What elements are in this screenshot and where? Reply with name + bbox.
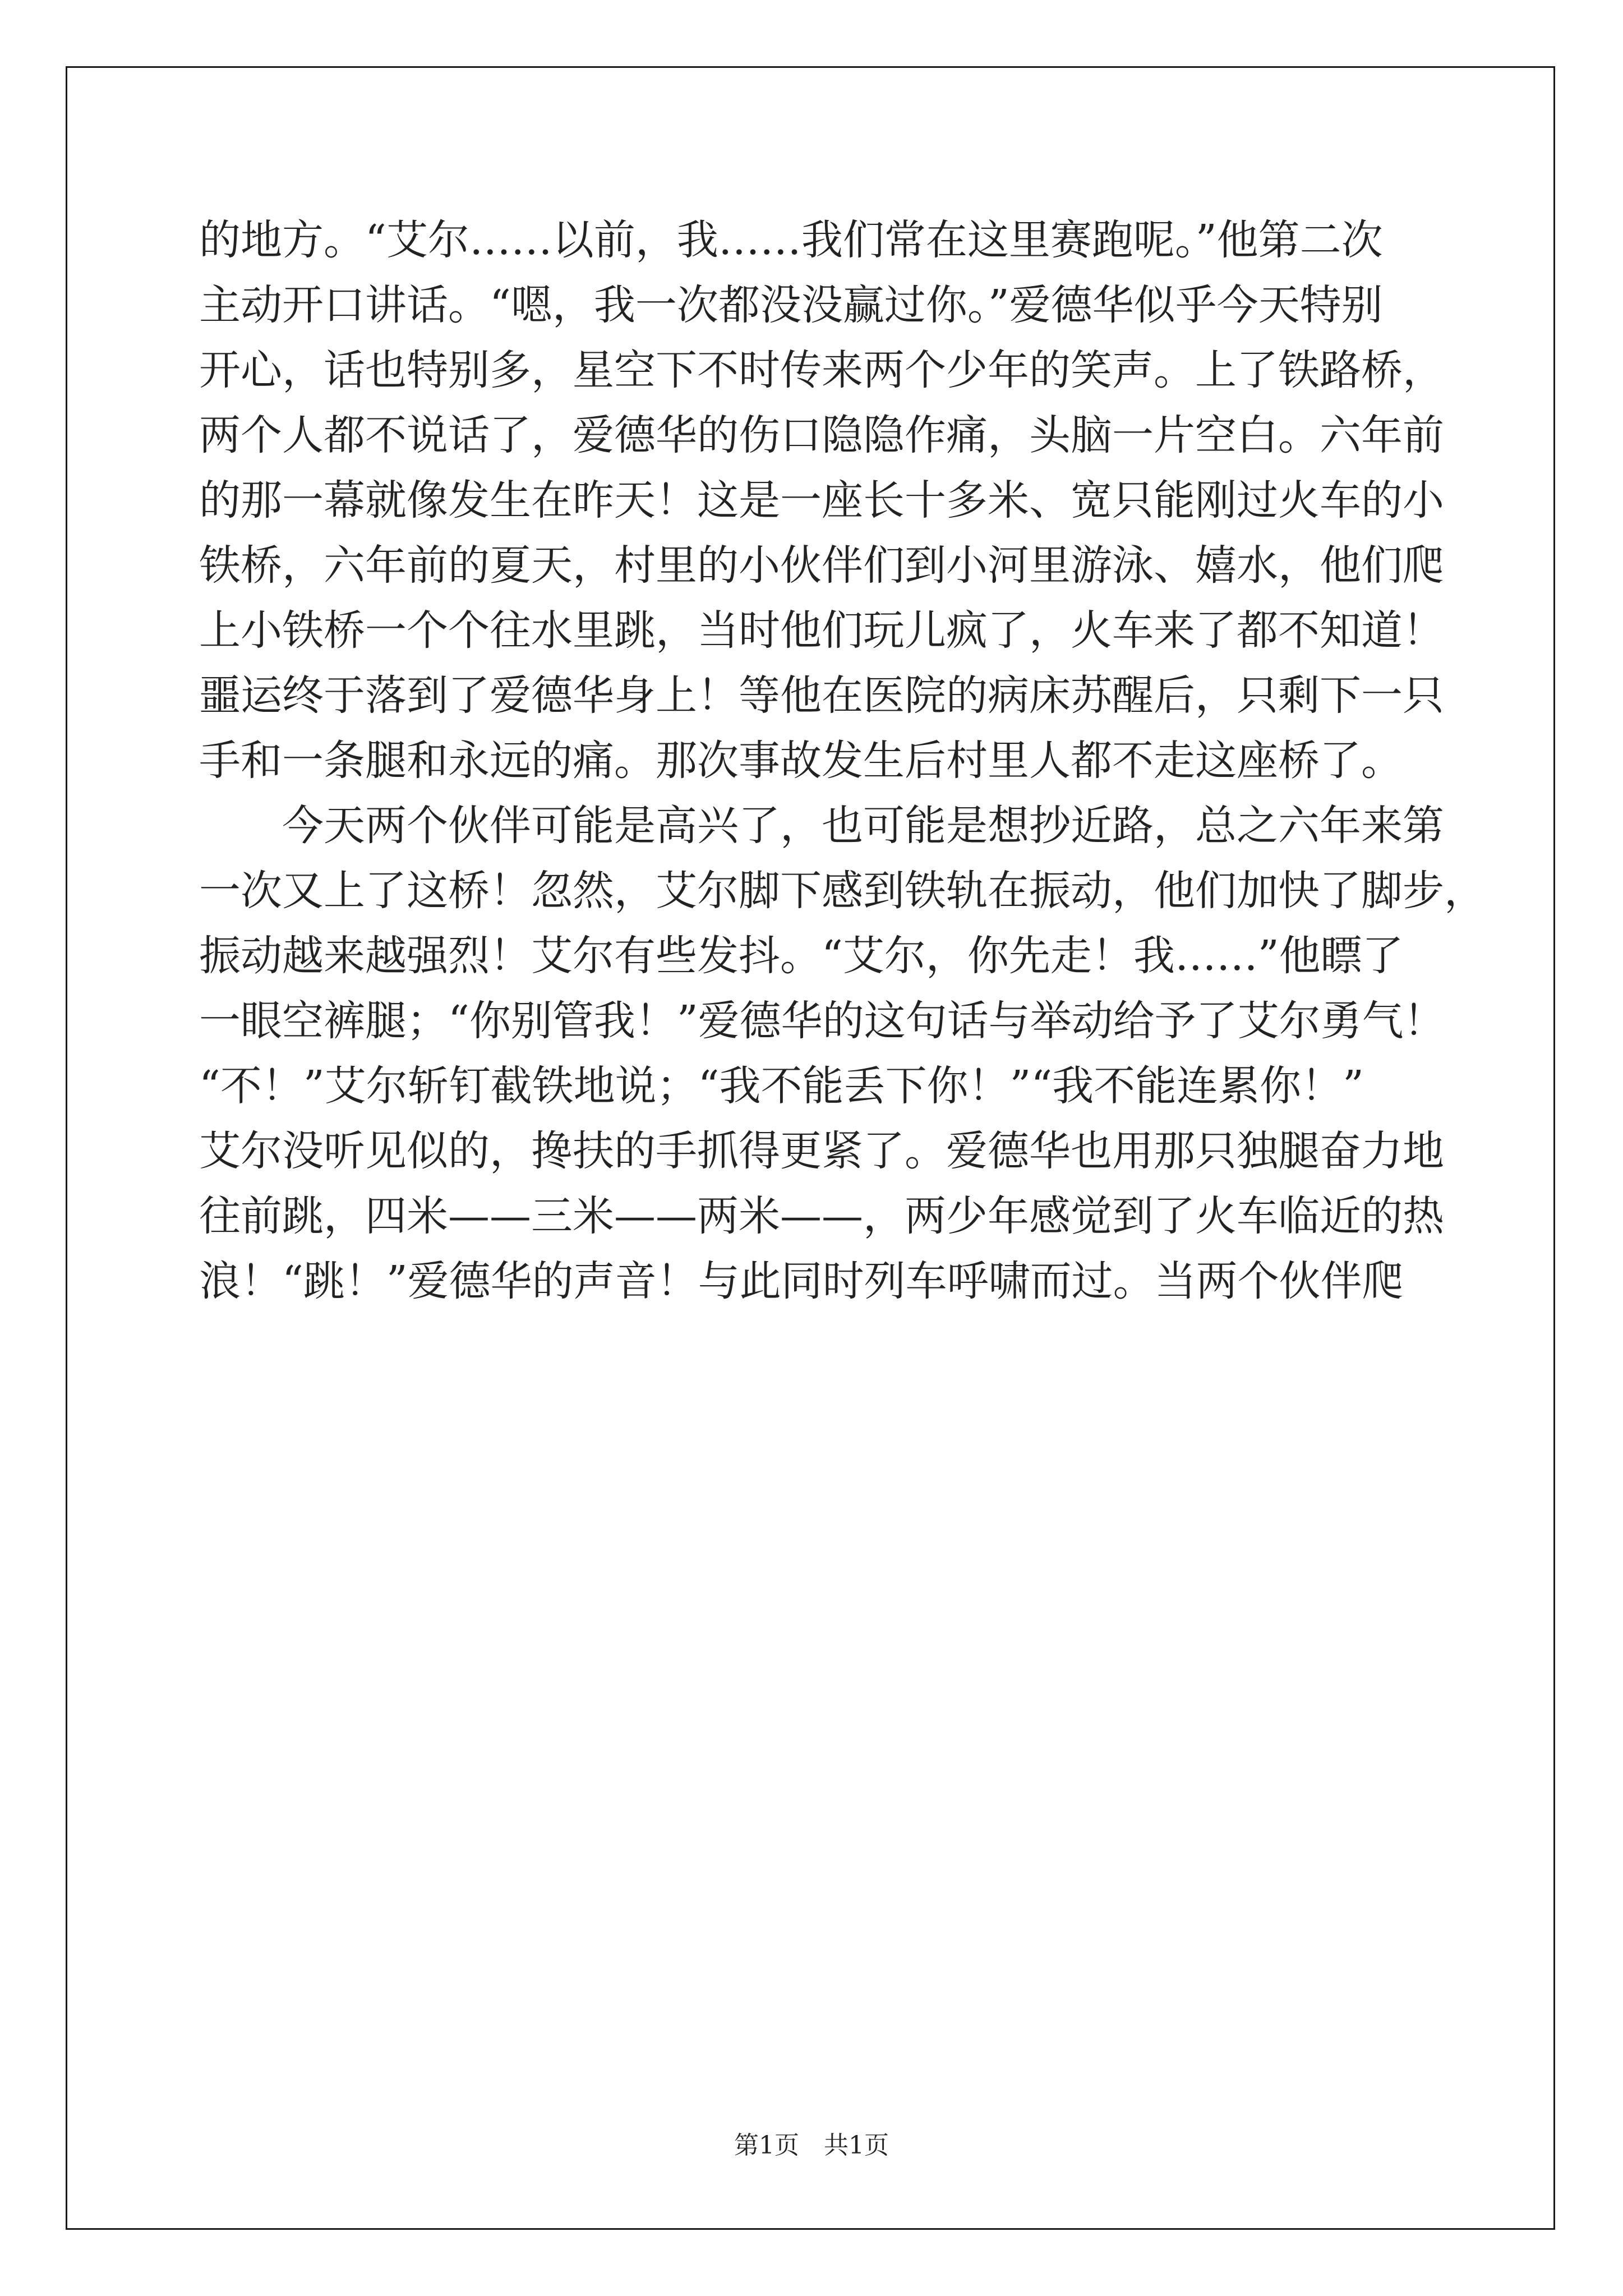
text-line: 上小铁桥一个个往水里跳，当时他们玩儿疯了，火车来了都不知道！ xyxy=(199,606,1444,655)
text-line: 的地方。“艾尔……以前，我……我们常在这里赛跑呢。”他第二次 xyxy=(199,216,1383,264)
text-line: 铁桥，六年前的夏天，村里的小伙伴们到小河里游泳、嬉水，他们爬 xyxy=(199,541,1444,590)
text-line: 往前跳，四米——三米——两米——，两少年感觉到了火车临近的热 xyxy=(199,1192,1444,1240)
text-line: 主动开口讲话。“嗯，我一次都没没赢过你。”爱德华似乎今天特别 xyxy=(199,281,1383,329)
text-line: 艾尔没听见似的，搀扶的手抓得更紧了。爱德华也用那只独腿奋力地 xyxy=(199,1127,1444,1175)
text-line: 两个人都不说话了，爱德华的伤口隐隐作痛，头脑一片空白。六年前 xyxy=(199,411,1444,459)
text-line: 一眼空裤腿；“你别管我！”爱德华的这句话与举动给予了艾尔勇气！ xyxy=(199,997,1445,1045)
text-line: 浪！“跳！”爱德华的声音！与此同时列车呼啸而过。当两个伙伴爬 xyxy=(199,1257,1404,1305)
text-line: 一次又上了这桥！忽然，艾尔脚下感到铁轨在振动，他们加快了脚步， xyxy=(199,867,1486,915)
text-line: 今天两个伙伴可能是高兴了，也可能是想抄近路，总之六年来第 xyxy=(199,802,1444,850)
text-line: 开心，话也特别多，星空下不时传来两个少年的笑声。上了铁路桥， xyxy=(199,346,1444,394)
text-line: 的那一幕就像发生在昨天！这是一座长十多米、宽只能刚过火车的小 xyxy=(199,476,1444,524)
text-line: 噩运终于落到了爱德华身上！等他在医院的病床苏醒后，只剩下一只 xyxy=(199,671,1444,720)
document-body xyxy=(199,208,1486,1314)
text-line: 振动越来越强烈！艾尔有些发抖。“艾尔，你先走！我……”他瞟了 xyxy=(199,932,1404,980)
text-line: 手和一条腿和永远的痛。那次事故发生后村里人都不走这座桥了。 xyxy=(199,737,1403,785)
page-footer: 第1页 共1页 xyxy=(734,2131,889,2160)
text-line: “不！”艾尔斩钉截铁地说；“我不能丢下你！”“我不能连累你！” xyxy=(199,1062,1364,1110)
